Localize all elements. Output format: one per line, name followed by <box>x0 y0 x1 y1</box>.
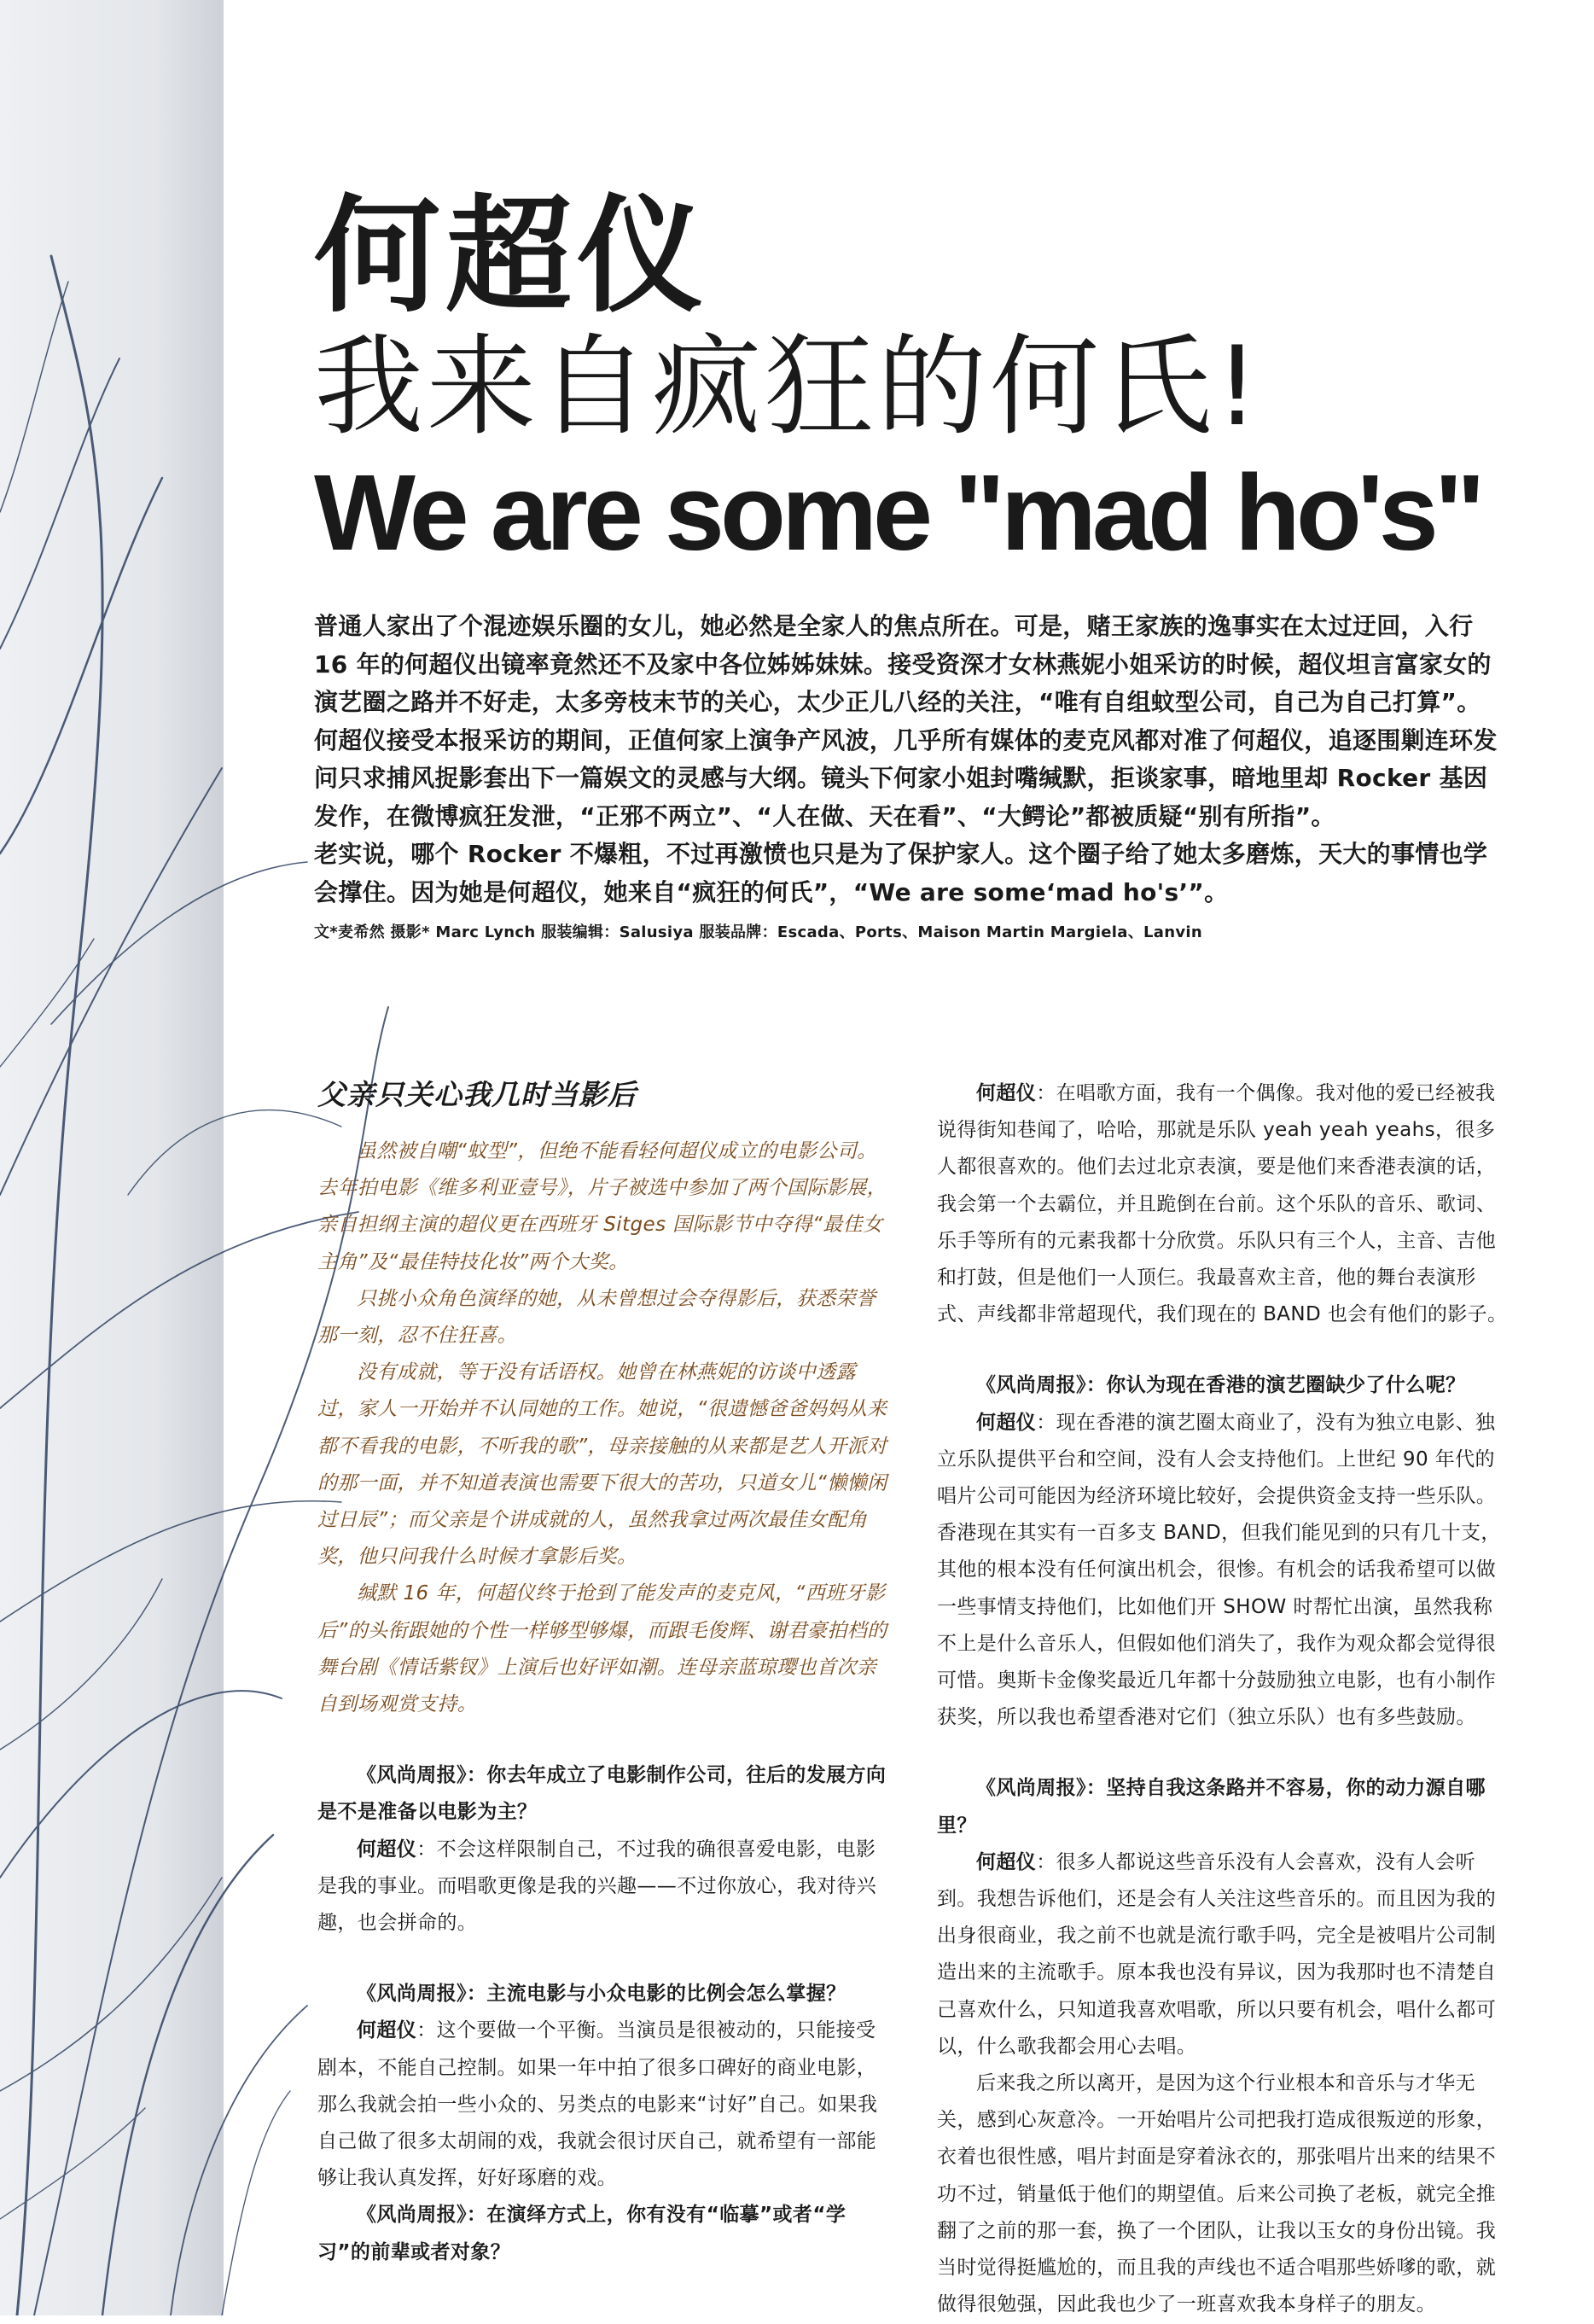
lead-block <box>314 608 1509 942</box>
answer <box>937 1844 1510 2065</box>
credits-line: 文*麦希然 摄影* Marc Lynch 服装编辑：Salusiya 服装品牌：Escada、Ports、Maison Martin Margiela、Lanvin <box>314 923 1202 941</box>
answer <box>937 1405 1510 1737</box>
speaker: 何超仪 <box>976 1850 1037 1873</box>
question: 《风尚周报》：主流电影与小众电影的比例会怎么掌握？ <box>357 1983 846 2006</box>
lead-paragraph: 老实说，哪个 Rocker 不爆粗，不过再激愤也只是为了保护家人。这个圈子给了她太多磨炼，天大的事情也学会撑住。因为她是何超仪，她来自“疯狂的何氏”，“We are some‘mad ho's’”。 <box>314 840 1488 906</box>
intro-paragraph: 虽然被自嘲“蚊型”，但绝不能看轻何超仪成立的电影公司。去年拍电影《维多利亚壹号》，片子被选中参加了两个国际影展，亲自担纲主演的超仪更在西班牙 Sitges 国际影节中夺得“最佳女主角”及“最佳特技化妆”两个大奖。 <box>317 1140 887 1273</box>
intro-paragraph: 缄默 16 年，何超仪终于抢到了能发声的麦克风，“西班牙影后”的头衔跟她的个性一样够型够爆，而跟毛俊辉、谢君豪拍档的舞台剧《情话紫钗》上演后也好评如潮。连母亲蓝琼璎也首次亲自到场观赏支持。 <box>317 1582 887 1716</box>
intro-block <box>317 1133 891 1723</box>
lead-paragraph: 普通人家出了个混迹娱乐圈的女儿，她必然是全家人的焦点所在。可是，赌王家族的逸事实在太过迂回，入行 16 年的何超仪出镜率竟然还不及家中各位姊姊妹妹。接受资深才女林燕妮小姐采访的时候，超仪坦言富家女的演艺圈之路并不好走，太多旁枝末节的关心，太少正儿八经的关注，“唯有自组蚊型公司，自己为自己打算”。 <box>314 612 1492 716</box>
answer <box>937 1075 1510 1333</box>
left-column <box>317 1075 891 2271</box>
title-subtitle: 我来自疯狂的何氏! <box>314 323 1263 451</box>
answer <box>317 2012 891 2197</box>
answer-text: ：这个要做一个平衡。当演员是很被动的，只能接受剧本，不能自己控制。如果一年中拍了很多口碑好的商业电影，那么我就会拍一些小众的、另类点的电影来“讨好”自己。如果我自己做了很多太胡闹的戏，我就会很讨厌自己，就希望有一部能够让我认真发挥，好好琢磨的戏。 <box>317 2019 878 2190</box>
question: 《风尚周报》：坚持自我这条路并不容易，你的动力源自哪里？ <box>937 1777 1486 1837</box>
answer-text: ：在唱歌方面，我有一个偶像。我对他的爱已经被我说得街知巷闻了，哈哈，那就是乐队 yeah yeah yeahs，很多人都很喜欢的。他们去过北京表演，要是他们来香港表演的话，我会第一个去霸位，并且跪倒在台前。这个乐队的音乐、歌词、乐手等所有的元素我都十分欣赏。乐队只有三个人，主音、吉他和打鼓，但是他们一人顶仨。我最喜欢主音，他的舞台表演形式、声线都非常超现代，我们现在的 BAND 也会有他们的影子。 <box>937 1082 1508 1326</box>
title-english: We are some "mad ho's" <box>314 452 1481 573</box>
speaker: 何超仪 <box>976 1082 1037 1104</box>
title-block <box>314 183 1526 573</box>
answer-continued: 后来我之所以离开，是因为这个行业根本和音乐与才华无关，感到心灰意冷。一开始唱片公司把我打造成很叛逆的形象，衣着也很性感，唱片封面是穿着泳衣的，那张唱片出来的结果不功不过，销量低于他们的期望值。后来公司换了老板，就完全推翻了之前的那一套，换了一个团队，让我以玉女的身份出镜。我当时觉得挺尴尬的，而且我的声线也不适合唱那些娇嗲的歌，就做得很勉强，因此我也少了一班喜欢我本身样子的朋友。 <box>937 2072 1497 2316</box>
speaker: 何超仪 <box>357 2019 417 2042</box>
question: 《风尚周报》：你去年成立了电影制作公司，往后的发展方向是不是准备以电影为主？ <box>317 1764 887 1824</box>
answer <box>317 1832 891 1942</box>
section-heading: 父亲只关心我几时当影后 <box>317 1078 637 1111</box>
question: 《风尚周报》：你认为现在香港的演艺圈缺少了什么呢？ <box>976 1374 1466 1397</box>
speaker: 何超仪 <box>357 1838 417 1861</box>
speaker: 何超仪 <box>976 1411 1037 1434</box>
answer-text: ：很多人都说这些音乐没有人会喜欢，没有人会听到。我想告诉他们，还是会有人关注这些音乐的。而且因为我的出身很商业，我之前不也就是流行歌手吗，完全是被唱片公司制造出来的主流歌手。原本我也没有异议，因为我那时也不清楚自己喜欢什么，只知道我喜欢唱歌，所以只要有机会，唱什么都可以，什么歌我都会用心去唱。 <box>937 1850 1497 2058</box>
answer-text: ：现在香港的演艺圈太商业了，没有为独立电影、独立乐队提供平台和空间，没有人会支持他们。上世纪 90 年代的唱片公司可能因为经济环境比较好，会提供资金支持一些乐队。香港现在其实有一百多支 BAND，但我们能见到的只有几十支，其他的根本没有任何演出机会，很惨。有机会的话我希望可以做一些事情支持他们，比如他们开 SHOW 时帮忙出演，虽然我称不上是什么音乐人，但假如他们消失了，我作为观众都会觉得很可惜。奥斯卡金像奖最近几年都十分鼓励独立电影，也有小制作获奖，所以我也希望香港对它们（独立乐队）也有多些鼓励。 <box>937 1411 1501 1729</box>
lead-paragraph: 何超仪接受本报采访的期间，正值何家上演争产风波，几乎所有媒体的麦克风都对准了何超仪，追逐围剿连环发问只求捕风捉影套出下一篇娱文的灵感与大纲。镜头下何家小姐封嘴缄默，拒谈家事，暗地里却 Rocker 基因发作，在微博疯狂发泄，“正邪不两立”、“人在做、天在看”、“大鳄论”都被质疑“别有所指”。 <box>314 725 1498 830</box>
question: 《风尚周报》：在演绎方式上，你有没有“临摹”或者“学习”的前辈或者对象？ <box>317 2204 846 2263</box>
right-column <box>937 1075 1510 2324</box>
title-name: 何超仪 <box>314 183 708 329</box>
answer-text: ：不会这样限制自己，不过我的确很喜爱电影，电影是我的事业。而唱歌更像是我的兴趣——不过你放心，我对待兴趣，也会拼命的。 <box>317 1838 877 1935</box>
intro-paragraph: 只挑小众角色演绎的她，从未曾想过会夺得影后，获悉荣誉那一刻，忍不住狂喜。 <box>317 1287 876 1348</box>
intro-paragraph: 没有成就，等于没有话语权。她曾在林燕妮的访谈中透露过，家人一开始并不认同她的工作。她说，“很遗憾爸爸妈妈从来都不看我的电影，不听我的歌”，母亲接触的从来都是艺人开派对的那一面，并不知道表演也需要下很大的苦功，只道女儿“懒懒闲过日辰”；而父亲是个讲成就的人，虽然我拿过两次最佳女配角奖，他只问我什么时候才拿影后奖。 <box>317 1361 887 1569</box>
